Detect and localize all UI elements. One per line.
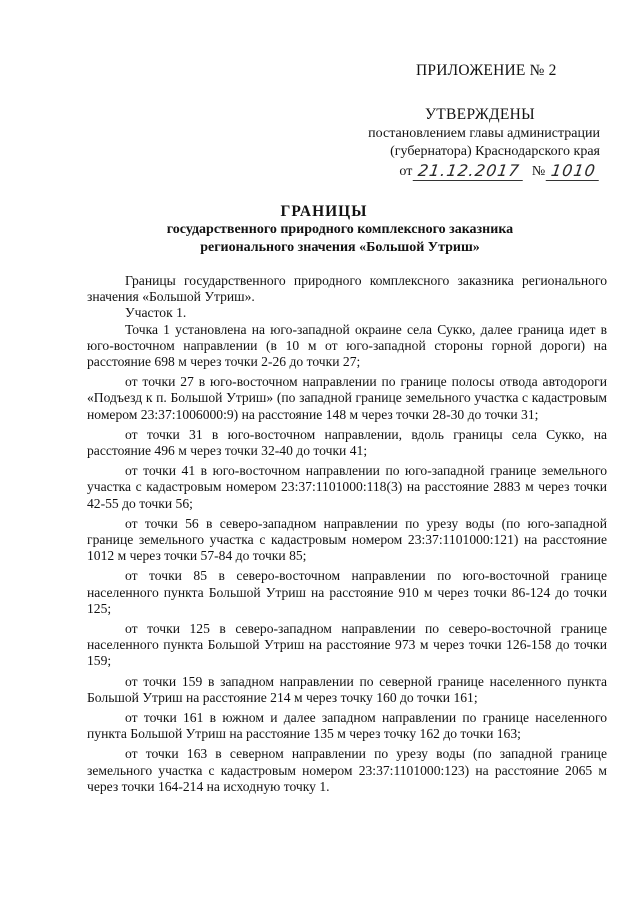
paragraph-point-163: от точки 163 в северном направлении по урезу воды (по западной границе земельного участка с кадастровым номером 23:37:1101000:123) на расстояние 2065 м через точки 164-214 на исходную точку 1. <box>87 746 607 794</box>
paragraph-point-161: от точки 161 в южном и далее западном направлении по границе населенного пункта Большой Утриш на расстояние 135 м через точку 162 до точки 163; <box>87 710 607 742</box>
document-body <box>87 273 607 795</box>
handwritten-number: 1010 <box>546 162 601 181</box>
title-block <box>0 203 640 257</box>
decree-reference <box>330 125 600 181</box>
date-prefix: от <box>399 164 413 179</box>
paragraph-point-31: от точки 31 в юго-восточном направлении, вдоль границы села Сукко, на расстояние 496 м через точки 32-40 до точки 41; <box>87 426 607 459</box>
paragraph-point-56: от точки 56 в северо-западном направлении по урезу воды (по юго-западной границе земельного участка с кадастровым номером 23:37:1101000:121) на расстояние 1012 м через точки 57-84 до точки 85; <box>87 515 607 564</box>
paragraph-point-125: от точки 125 в северо-западном направлении по северо-восточной границе населенного пункта Большой Утриш на расстояние 973 м через точки 126-158 до точки 159; <box>87 621 607 669</box>
paragraph-point-85: от точки 85 в северо-восточном направлении по юго-восточной границе населенного пункта Большой Утриш на расстояние 910 м через точки 86-124 до точки 125; <box>87 568 607 616</box>
approved-label: УТВЕРЖДЕНЫ <box>425 106 535 123</box>
appendix-label: ПРИЛОЖЕНИЕ № 2 <box>416 62 557 79</box>
decree-line-2: (губернатора) Краснодарского края <box>390 144 600 159</box>
number-prefix: № <box>531 164 546 179</box>
handwritten-date: 21.12.2017 <box>413 162 525 181</box>
paragraph-intro: Границы государственного природного комплексного заказника регионального значения «Большой Утриш». <box>87 273 607 305</box>
document-title: ГРАНИЦЫ <box>280 203 368 220</box>
decree-line-1: постановлением главы администрации <box>368 126 600 141</box>
paragraph-point-27: от точки 27 в юго-восточном направлении по границе полосы отвода автодороги «Подъезд к п. Большой Утриш» (по западной границе земельного участка с кадастровым номером 23:37:1006000:9) на расстояние 148 м через точки 28-30 до точки 31; <box>87 374 607 422</box>
document-subtitle-line-1: государственного природного комплексного заказника <box>166 222 514 237</box>
paragraph-section-heading: Участок 1. <box>125 305 187 321</box>
decree-date-line <box>330 162 600 181</box>
paragraph-point-1: Точка 1 установлена на юго-западной окраине села Сукко, далее граница идет в юго-восточном направлении (в 10 м от юго-западной стороны горной дороги) на расстояние 698 м через точки 2-26 до точки 27; <box>87 321 607 370</box>
paragraph-point-41: от точки 41 в юго-восточном направлении по юго-западной границе земельного участка с кадастровым номером 23:37:1101000:118(3) на расстояние 2883 м через точки 42-55 до точки 56; <box>87 463 607 511</box>
document-subtitle-line-2: регионального значения «Большой Утриш» <box>200 240 480 255</box>
paragraph-point-159: от точки 159 в западном направлении по северной границе населенного пункта Большой Утриш на расстояние 214 м через точку 160 до точки 161; <box>87 673 607 705</box>
